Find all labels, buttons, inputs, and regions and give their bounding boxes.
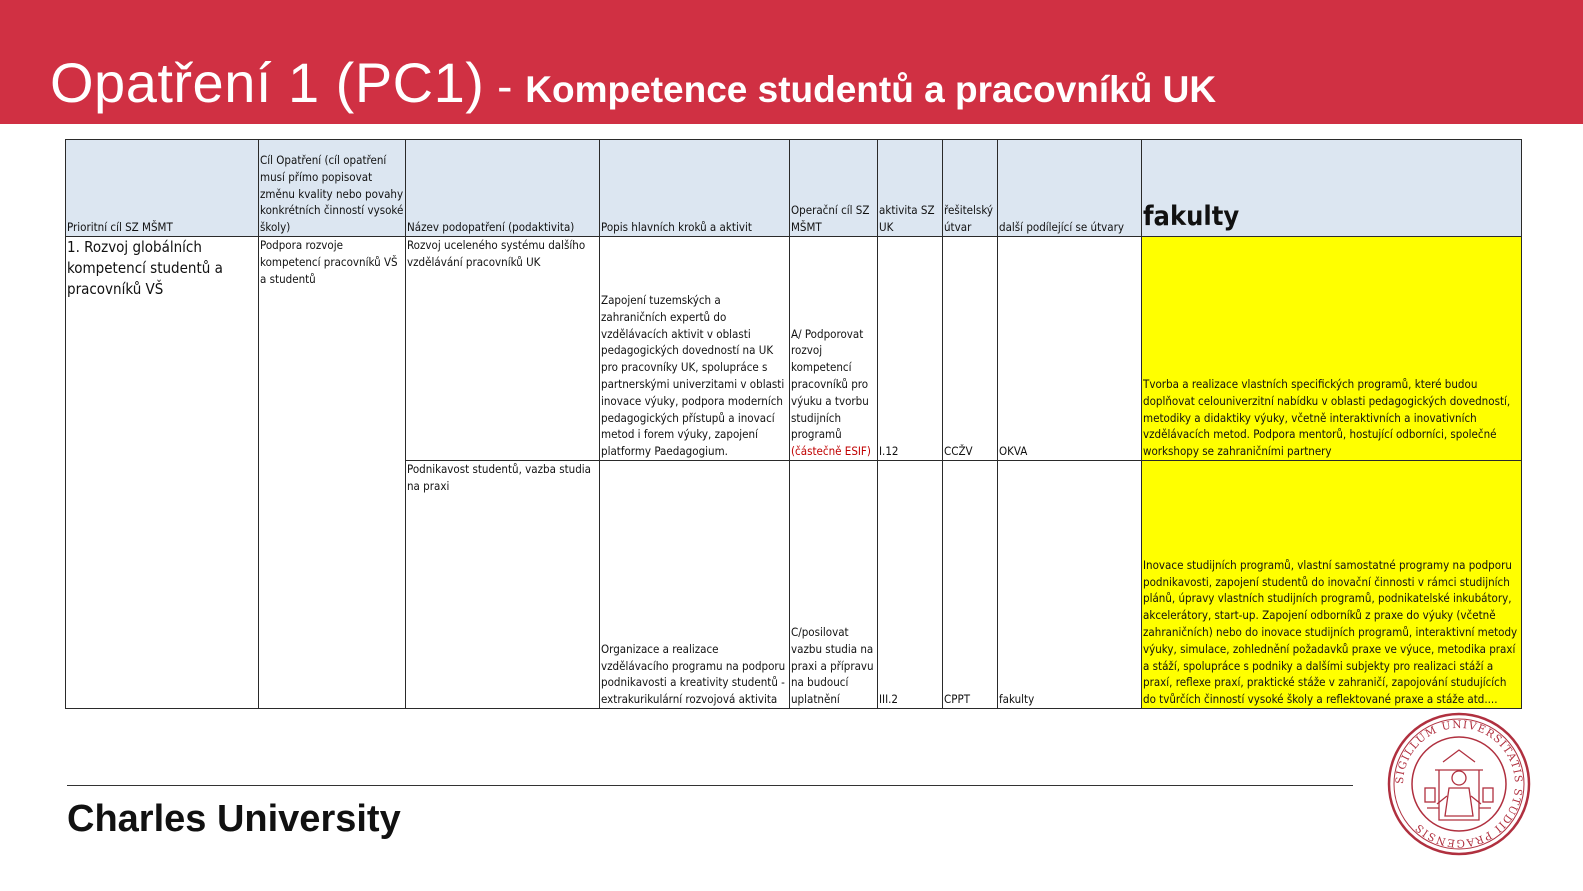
title-dash: - — [484, 60, 526, 112]
title-sub: Kompetence studentů a pracovníků UK — [525, 69, 1217, 110]
header-resitel: řešitelský útvar — [943, 140, 998, 237]
cell-dalsi: fakulty — [998, 461, 1142, 709]
opcil-text: A/ Podporovat rozvoj kompetencí pracovníků pro výuku a tvorbu studijních programů — [791, 326, 869, 442]
cell-resitel: CPPT — [943, 461, 998, 709]
cell-aktivita: I.12 — [878, 237, 943, 461]
university-seal-icon — [1387, 712, 1531, 856]
cell-dalsi: OKVA — [998, 237, 1142, 461]
footer-university-name: Charles University — [67, 798, 401, 840]
cell-popis: Zapojení tuzemských a zahraničních expertů do vzdělávacích aktivit v oblasti pedagogických dovedností na UK pro pracovníky UK, spolupráce s partnerskými univerzitami v oblasti inovace výuky, podpora moderních pedagogických přístupů a inovací metod i forem výuky, zapojení platformy Paedagogium. — [600, 237, 790, 461]
table-row — [66, 237, 1522, 461]
header-aktivita: aktivita SZ UK — [878, 140, 943, 237]
header-nazev: Název podopatření (podaktivita) — [406, 140, 600, 237]
cell-aktivita: III.2 — [878, 461, 943, 709]
header-cil: Cíl Opatření (cíl opatření musí přímo popisovat změnu kvality nebo povahy konkrétních činností vysoké školy) — [259, 140, 406, 237]
header-prio: Prioritní cíl SZ MŠMT — [66, 140, 259, 237]
page-title — [50, 50, 1216, 115]
cell-opcil — [790, 461, 878, 709]
header-dalsi: další podílející se útvary — [998, 140, 1142, 237]
cell-opcil — [790, 237, 878, 461]
header-fakulty: fakulty — [1142, 140, 1522, 237]
opcil-note: (částečně ESIF) — [791, 444, 871, 459]
cell-cil: Podpora rozvoje kompetencí pracovníků VŠ a studentů — [259, 237, 406, 709]
header-popis: Popis hlavních kroků a aktivit — [600, 140, 790, 237]
footer-divider — [67, 785, 1353, 786]
cell-nazev: Podnikavost studentů, vazba studia na praxi — [406, 461, 600, 709]
cell-prio: 1. Rozvoj globálních kompetencí studentů a pracovníků VŠ — [66, 237, 259, 709]
measures-table — [65, 139, 1522, 709]
seal-ring-text: SIGILLUM UNIVERSITATIS STUDII PRAGENSIS — [1393, 718, 1525, 850]
opcil-text: C/posilovat vazbu studia na praxi a přípravu na budoucí uplatnění — [791, 625, 874, 707]
header-opcil: Operační cíl SZ MŠMT — [790, 140, 878, 237]
cell-fakulty: Tvorba a realizace vlastních specifických programů, které budou doplňovat celouniverzitní nabídku v oblasti pedagogických dovedností, metodiky a didaktiky výuky, včetně interaktivních a inovativních vzdělávacích metod. Podpora mentorů, hostující odborníci, společné workshopy se zahraničními partnery — [1142, 237, 1522, 461]
table-header-row — [66, 140, 1522, 237]
cell-fakulty: Inovace studijních programů, vlastní samostatné programy na podporu podnikavosti, zapojení studentů do inovační činnosti v rámci studijních plánů, úpravy vlastních studijních programů, podnikatelské inkubátory, akcelerátory, start-up. Zapojení odborníků z praxe do výuky (včetně zahraničních) nebo do inovace studijních programů, interaktivní metody výuky, simulace, zohlednění požadavků praxe ve výuce, metodika praxí a stáží, spolupráce s podniky a dalšími subjekty pro realizaci stáží a praxí, reflexe praxí, praktické stáže v zahraničí, zapojování studujících do tvůrčích činností vysoké školy a reflektované praxe a stáže atd.... — [1142, 461, 1522, 709]
cell-nazev: Rozvoj uceleného systému dalšího vzdělávání pracovníků UK — [406, 237, 600, 461]
cell-popis: Organizace a realizace vzdělávacího programu na podporu podnikavosti a kreativity studentů - extrakurikulární rozvojová aktivita — [600, 461, 790, 709]
title-main: Opatření 1 (PC1) — [50, 51, 485, 114]
cell-resitel: CCŽV — [943, 237, 998, 461]
